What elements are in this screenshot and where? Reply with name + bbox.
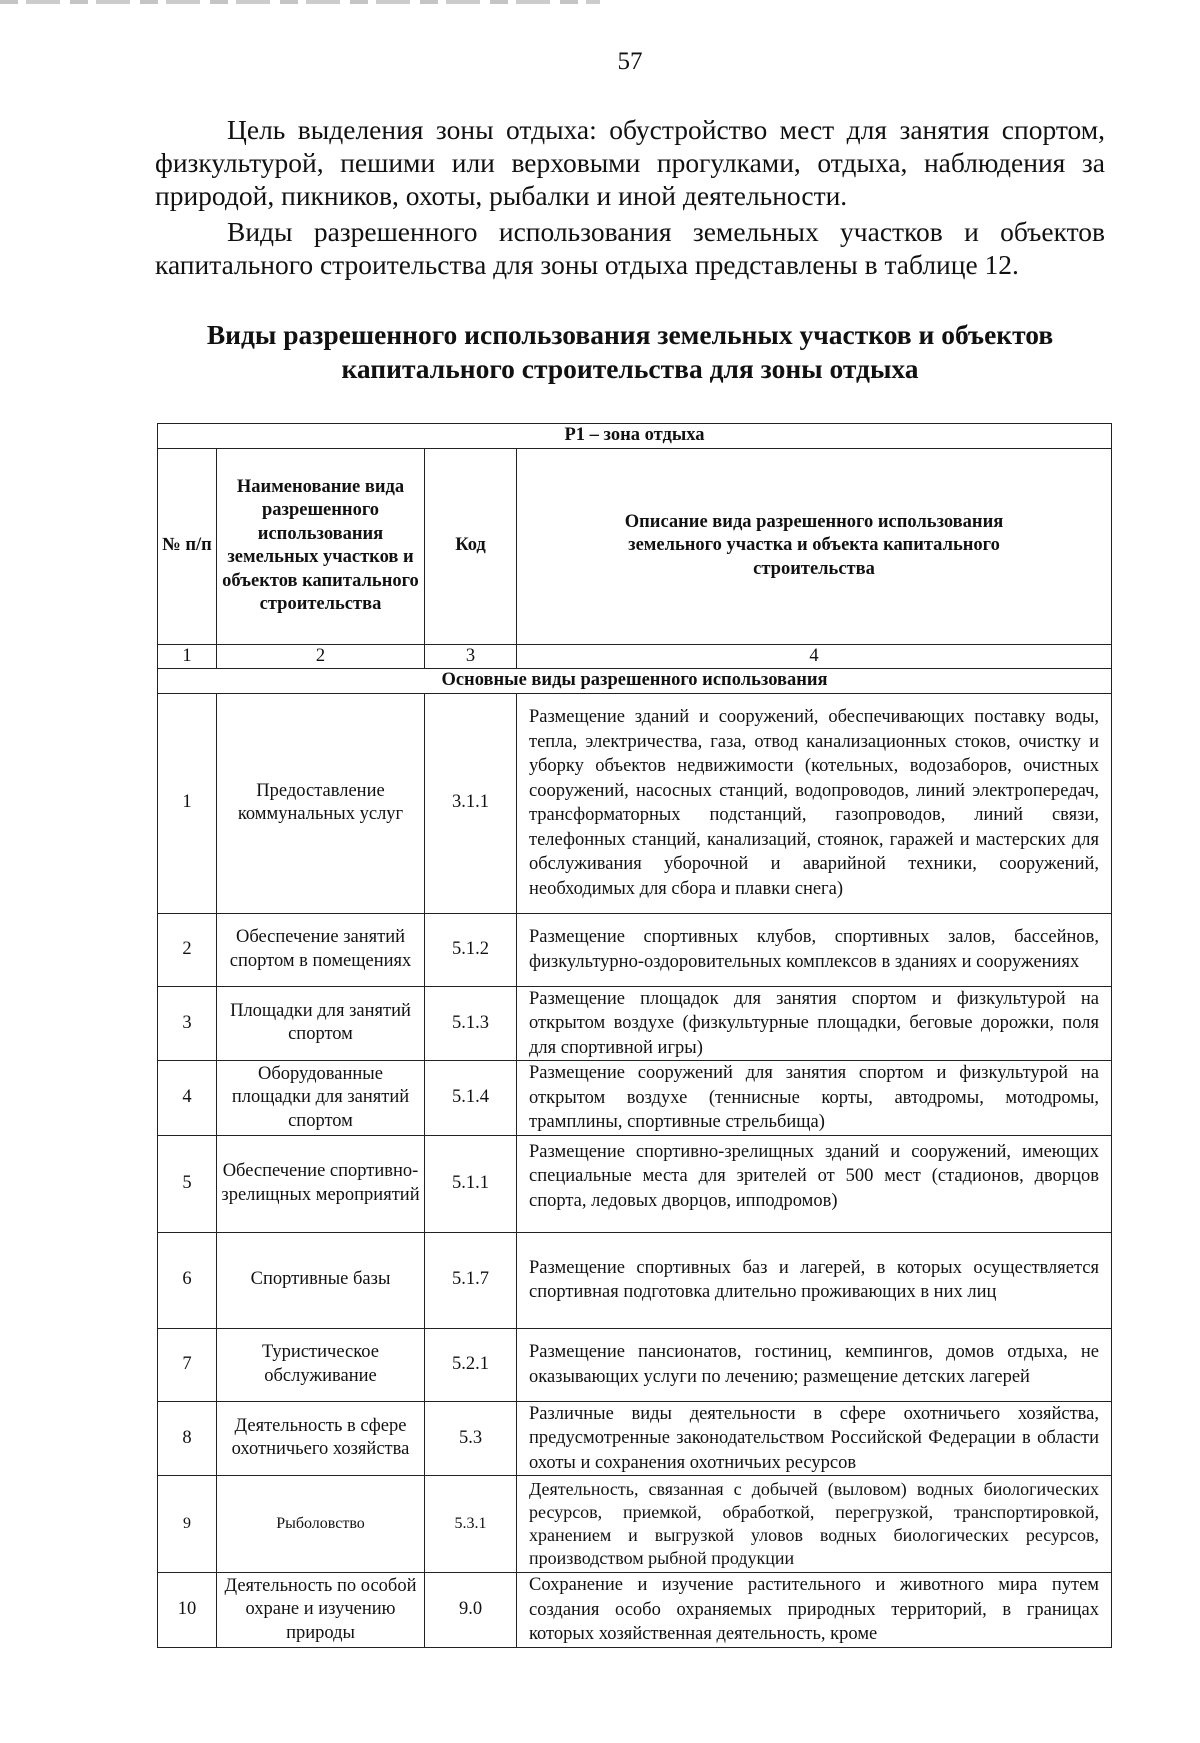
col-number-4: 4 [517, 644, 1112, 669]
page-number: 57 [617, 48, 643, 75]
zone-header-row [158, 424, 1112, 449]
section-row [158, 669, 1112, 694]
row-name: Рыболовство [217, 1476, 425, 1573]
row-num: 2 [158, 913, 217, 986]
row-code: 9.0 [425, 1573, 517, 1648]
row-num: 6 [158, 1232, 217, 1328]
row-description: Размещение площадок для занятия спортом и физкультурой на открытом воздухе (физкультурные площадки, беговые дорожки, поля для спортивной игры) [517, 986, 1112, 1061]
col-number-3: 3 [425, 644, 517, 669]
row-code: 3.1.1 [425, 693, 517, 913]
row-description: Деятельность, связанная с добычей (выловом) водных биологических ресурсов, приемкой, обработкой, перегрузкой, транспортировкой, хранением и выгрузкой уловов водных биологических ресурсов, производством рыбной продукции [517, 1476, 1112, 1573]
row-name: Спортивные базы [217, 1232, 425, 1328]
col-number-1: 1 [158, 644, 217, 669]
row-name: Деятельность по особой охране и изучению природы [217, 1573, 425, 1648]
table-row [158, 1401, 1112, 1476]
col-number-2: 2 [217, 644, 425, 669]
table-row [158, 1135, 1112, 1232]
row-code: 5.2.1 [425, 1328, 517, 1401]
table-row [158, 693, 1112, 913]
row-code: 5.1.7 [425, 1232, 517, 1328]
row-description: Различные виды деятельности в сфере охотничьего хозяйства, предусмотренные законодательством Российской Федерации в области охоты и сохранения охотничьих ресурсов [517, 1401, 1112, 1476]
row-description: Размещение сооружений для занятия спортом и физкультурой на открытом воздухе (теннисные корты, автодромы, мотодромы, трамплины, спортивные стрельбища) [517, 1061, 1112, 1136]
table-row [158, 1061, 1112, 1136]
row-description: Размещение спортивных баз и лагерей, в которых осуществляется спортивная подготовка длительно проживающих в них лиц [517, 1232, 1112, 1328]
paragraph-table-reference: Виды разрешенного использования земельных участков и объектов капитального строительства для зоны отдыха представлены в таблице 12. [155, 216, 1105, 280]
table-row [158, 1476, 1112, 1573]
table-row [158, 1573, 1112, 1648]
row-description: Размещение зданий и сооружений, обеспечивающих поставку воды, тепла, электричества, газа, отвод канализационных стоков, очистку и уборку объектов недвижимости (котельных, водозаборов, очистных сооружений, насосных станций, водопроводов, линий электропередач, трансформаторных подстанций, газопроводов, линий связи, телефонных станций, канализаций, стоянок, гаражей и мастерских для обслуживания уборочной и аварийной техники, сооружений, необходимых для сбора и плавки снега) [517, 693, 1112, 913]
row-description: Сохранение и изучение растительного и животного мира путем создания особо охраняемых природных территорий, в границах которых хозяйственная деятельность, кроме [517, 1573, 1112, 1648]
row-name: Обеспечение спортивно-зрелищных мероприятий [217, 1135, 425, 1232]
paragraph-purpose: Цель выделения зоны отдыха: обустройство мест для занятия спортом, физкультурой, пешими или верховыми прогулками, отдыха, наблюдения за природой, пикников, охоты, рыбалки и иной деятельности. [155, 114, 1105, 211]
header-name: Наименование вида разрешенного использования земельных участков и объектов капитального строительства [217, 448, 425, 644]
table-title [130, 318, 1130, 386]
column-header-row [158, 448, 1112, 644]
row-code: 5.3.1 [425, 1476, 517, 1573]
table-row [158, 1232, 1112, 1328]
row-num: 9 [158, 1476, 217, 1573]
row-num: 3 [158, 986, 217, 1061]
table-title-line-1: Виды разрешенного использования земельных участков и объектов [206, 319, 1054, 350]
row-num: 7 [158, 1328, 217, 1401]
table-row [158, 1328, 1112, 1401]
permitted-use-table [157, 423, 1112, 1648]
row-name: Оборудованные площадки для занятий спортом [217, 1061, 425, 1136]
row-description: Размещение спортивно-зрелищных зданий и сооружений, имеющих специальные места для зрителей от 500 мест (стадионов, дворцов спорта, ледовых дворцов, ипподромов) [517, 1135, 1112, 1232]
row-code: 5.1.2 [425, 913, 517, 986]
section-header: Основные виды разрешенного использования [158, 669, 1112, 694]
header-description: Описание вида разрешенного использования земельного участка и объекта капитального строительства [517, 448, 1112, 644]
row-code: 5.1.4 [425, 1061, 517, 1136]
table-title-line-2: капитального строительства для зоны отдыха [341, 353, 919, 384]
row-name: Туристическое обслуживание [217, 1328, 425, 1401]
zone-header: Р1 – зона отдыха [158, 424, 1112, 449]
row-code: 5.1.1 [425, 1135, 517, 1232]
header-code: Код [425, 448, 517, 644]
row-num: 8 [158, 1401, 217, 1476]
scan-artifact [0, 0, 600, 4]
row-num: 10 [158, 1573, 217, 1648]
row-name: Деятельность в сфере охотничьего хозяйства [217, 1401, 425, 1476]
row-code: 5.3 [425, 1401, 517, 1476]
column-number-row [158, 644, 1112, 669]
row-name: Площадки для занятий спортом [217, 986, 425, 1061]
row-description: Размещение спортивных клубов, спортивных залов, бассейнов, физкультурно-оздоровительных комплексов в зданиях и сооружениях [517, 913, 1112, 986]
row-num: 4 [158, 1061, 217, 1136]
table-row [158, 986, 1112, 1061]
row-num: 5 [158, 1135, 217, 1232]
table-row [158, 913, 1112, 986]
row-description: Размещение пансионатов, гостиниц, кемпингов, домов отдыха, не оказывающих услуги по лечению; размещение детских лагерей [517, 1328, 1112, 1401]
row-code: 5.1.3 [425, 986, 517, 1061]
row-name: Предоставление коммунальных услуг [217, 693, 425, 913]
row-num: 1 [158, 693, 217, 913]
header-num: № п/п [158, 448, 217, 644]
row-name: Обеспечение занятий спортом в помещениях [217, 913, 425, 986]
